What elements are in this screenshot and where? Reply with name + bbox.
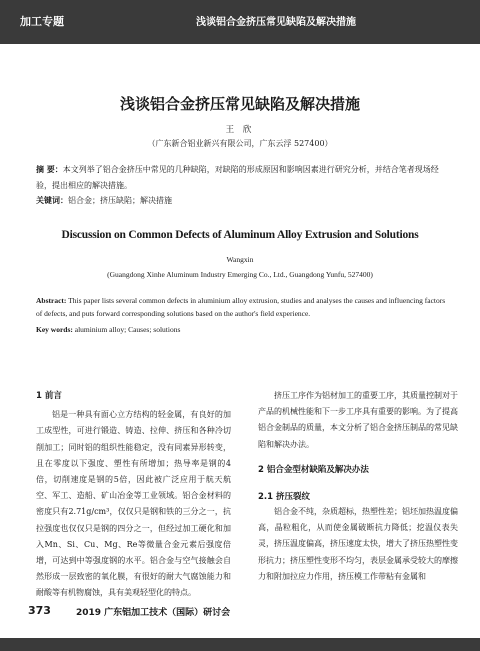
- column-name: 加工专题: [20, 15, 64, 28]
- keywords-cn-text: 铝合金；挤压缺陷；解决措施: [68, 196, 172, 205]
- keywords-en: [36, 325, 448, 334]
- author-en: Wangxin: [226, 255, 254, 264]
- section1-heading: 1 前言: [36, 391, 62, 401]
- section2-heading: 2 铝合金型材缺陷及解决办法: [258, 465, 369, 475]
- left-column: [36, 388, 231, 602]
- running-title: 浅谈铝合金挤压常见缺陷及解决措施: [196, 17, 356, 28]
- journal-name: 2019 广东铝加工技术（国际）研讨会: [76, 608, 231, 618]
- right-column-intro: [258, 388, 458, 453]
- article-title-cn: 浅谈铝合金挤压常见缺陷及解决措施: [119, 95, 360, 113]
- section2-1-paragraph: 铝合金不纯，杂质超标，热塑性差；铝坯加热温度偏高，晶粒粗化，从而使金属破断抗力降低；挖温仪表失灵，挤压温度偏高，挤压速度太快，增大了挤压热塑性变形抗力；挤压塑性变形不均匀，表层金属承受较大的摩擦力和附加拉应力作用，挤压模工作带粘有金属和: [258, 507, 458, 581]
- author-cn: 王 欣: [225, 125, 255, 135]
- abstract-en-label: Abstract:: [36, 296, 67, 305]
- keywords-en-text: aluminium alloy; Causes; solutions: [74, 325, 181, 334]
- abstract-en: [36, 294, 448, 320]
- affiliation-cn: （广东新合铝业新兴有限公司，广东云浮 527400）: [147, 139, 333, 148]
- abstract-cn-text: 本文列举了铝合金挤压中常见的几种缺陷，对缺陷的形成原因和影响因素进行研究分析，并结合笔者现场经验，提出相应的解决措施。: [36, 165, 439, 190]
- keywords-en-label: Key words:: [36, 325, 73, 334]
- section2-1-body: [258, 504, 458, 585]
- affiliation-en: (Guangdong Xinhe Aluminum Industry Emerging Co., Ltd., Guangdong Yunfu, 527400): [107, 270, 373, 279]
- page-number: 373: [28, 604, 51, 617]
- article-title-en: Discussion on Common Defects of Aluminum Alloy Extrusion and Solutions: [61, 229, 419, 241]
- keywords-cn-label: 关键词：: [36, 196, 68, 205]
- keywords-cn: [36, 195, 446, 206]
- right-intro-paragraph: 挤压工序作为铝材加工的重要工序，其质量控制对于产品的机械性能和下一步工序具有重要的影响。为了提高铝合金制品的质量，本文分析了铝合金挤压制品的常见缺陷和解决办法。: [258, 391, 458, 449]
- page-header-bar: [0, 0, 480, 44]
- section2-1-heading: 2.1 挤压裂纹: [258, 492, 311, 502]
- abstract-en-text: This paper lists several common defects in aluminium alloy extrusion, studies and analyses the causes and influencing factors of defects, and puts forward corresponding solutions based on the author's field experience.: [36, 296, 446, 318]
- abstract-cn-label: 摘 要：: [36, 165, 63, 174]
- page-footer-bar: [0, 638, 480, 651]
- section1-paragraph: 铝是一种具有面心立方结构的轻金属，有良好的加工成型性，可进行锻造、铸造、拉伸、挤压和各种冷切削加工；同时铝的组织性能稳定，没有同素异形转变，且在零度以下强度、塑性有所增加；热导率是钢的4倍，切削速度是钢的5倍，因此被广泛应用于航天航空、军工、造船、矿山冶金等工业领域。铝合金材料的密度只有2.71g/cm³，仅仅只是钢和铁的三分之一，抗拉强度也仅仅只是钢的四分之一，但经过加工硬化和加入Mn、Si、Cu、Mg、Re等微量合金元素后强度倍增，可达到中等强度钢的水平。铝合金与空气接触会自然形成一层致密的氧化膜，有很好的耐大气腐蚀能力和耐酸等有机物腐蚀，具有美观轻型化的特点。: [36, 410, 231, 598]
- abstract-cn: [36, 162, 446, 194]
